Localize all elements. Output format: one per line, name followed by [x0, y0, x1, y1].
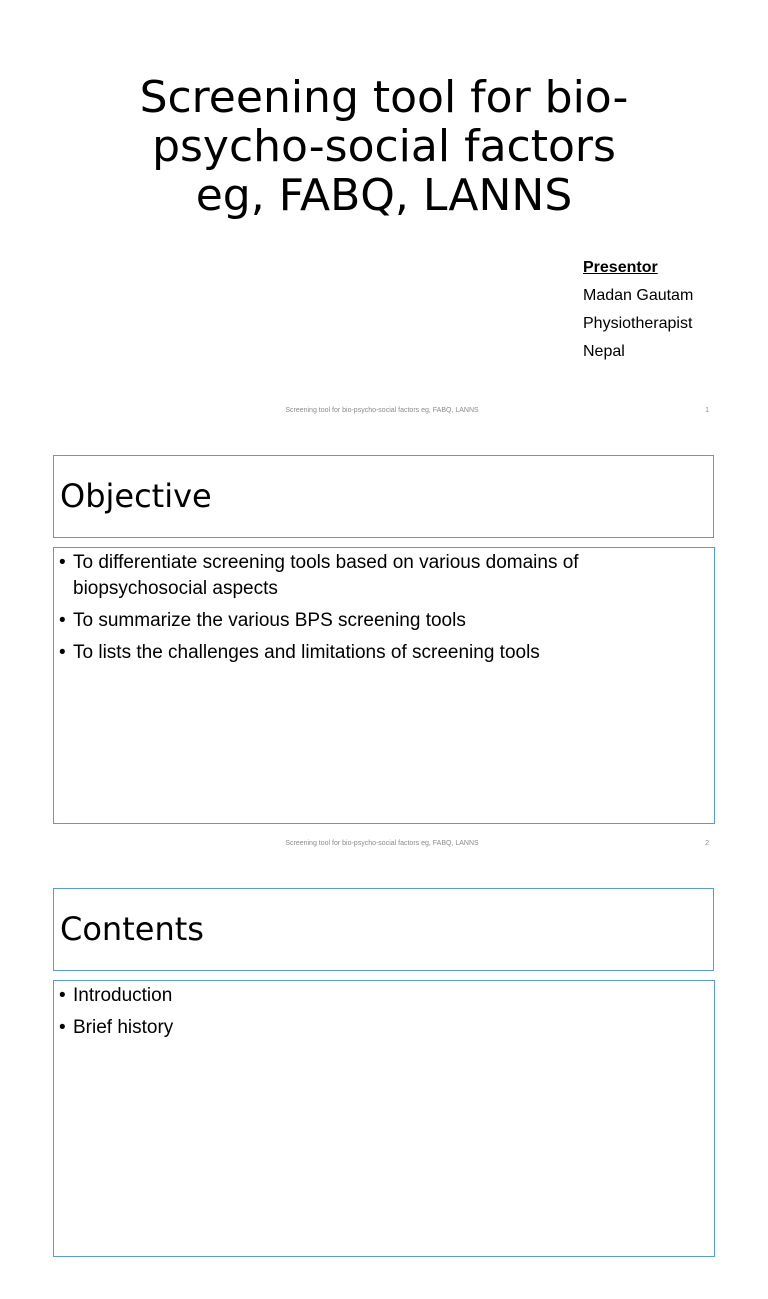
title-placeholder — [53, 455, 714, 538]
slide-footer — [0, 840, 768, 852]
presenter-name: Madan Gautam — [583, 287, 694, 304]
bullet-item: • Brief history — [59, 1015, 699, 1041]
page-number: 2 — [705, 840, 709, 847]
title-line: Screening tool for bio- — [139, 72, 629, 123]
bullet-item: • To summarize the various BPS screening tools — [59, 608, 699, 634]
presenter-country: Nepal — [583, 343, 625, 360]
bullet-item: • To differentiate screening tools based on various domains of biopsychosocial aspects — [59, 550, 699, 602]
presenter-label: Presentor — [583, 259, 658, 276]
slide-2 — [0, 433, 768, 866]
bullet-list — [59, 983, 699, 1047]
title-line: eg, FABQ, LANNS — [195, 170, 573, 221]
footer-text: Screening tool for bio-psycho-social factors eg, FABQ, LANNS — [285, 407, 479, 414]
bullet-item: • To lists the challenges and limitations of screening tools — [59, 640, 699, 666]
presenter-role: Physiotherapist — [583, 315, 693, 332]
slide-title: Contents — [60, 910, 204, 948]
footer-text: Screening tool for bio-psycho-social factors eg, FABQ, LANNS — [285, 840, 479, 847]
slide-1 — [0, 0, 768, 433]
slide-title — [84, 73, 684, 220]
slide-title: Objective — [60, 477, 212, 515]
title-placeholder — [53, 888, 714, 971]
title-line: psycho-social factors — [152, 121, 616, 172]
content-placeholder — [53, 547, 715, 824]
slide-footer — [0, 407, 768, 419]
content-placeholder — [53, 980, 715, 1257]
bullet-item: • Introduction — [59, 983, 699, 1009]
presenter-block — [583, 254, 693, 366]
slide-3 — [0, 866, 768, 1299]
page-number: 1 — [705, 407, 709, 414]
bullet-list — [59, 550, 699, 672]
